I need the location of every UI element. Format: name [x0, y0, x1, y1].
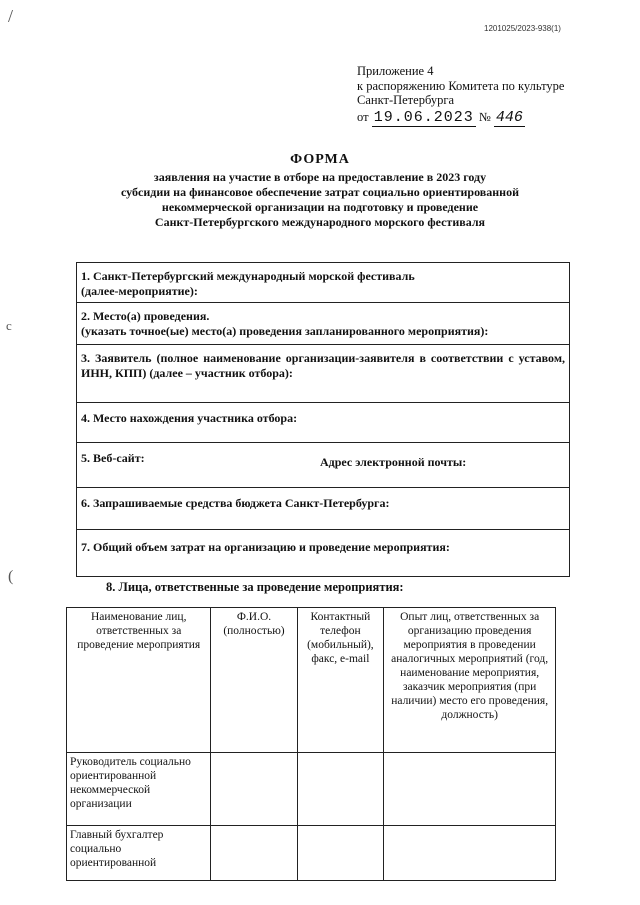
field-location[interactable]: [77, 403, 569, 443]
table-cell[interactable]: [384, 753, 556, 826]
table-cell[interactable]: [211, 753, 297, 826]
form-subtitle: [60, 170, 580, 230]
appendix-date-line: [357, 110, 617, 126]
table-row: [67, 826, 556, 881]
responsible-heading: 8. Лица, ответственные за проведение мероприятия:: [106, 580, 404, 594]
field-label: 6. Запрашиваемые средства бюджета Санкт-Петербурга:: [81, 496, 390, 510]
responsible-table: [66, 607, 556, 881]
table-cell[interactable]: [384, 826, 556, 881]
application-fields: [76, 262, 570, 577]
table-header-row: [67, 608, 556, 753]
table-cell[interactable]: [297, 826, 384, 881]
document-id: 1201025/2023-938(1): [484, 24, 561, 33]
column-header: Опыт лиц, ответственных за организацию проведения мероприятия в проведении аналогичных мероприятий (год, наименование мероприятия, заказчик мероприятия (при наличии) место его проведения, должность): [384, 608, 556, 753]
appendix-order-ref: к распоряжению Комитета по культуре: [357, 78, 565, 93]
field-website-email[interactable]: [77, 443, 569, 488]
field-label: 1. Санкт-Петербургский международный морской фестиваль: [81, 269, 415, 283]
row-label: Главный бухгалтер социально ориентированной: [67, 826, 211, 881]
field-label-email: Адрес электронной почты:: [320, 455, 467, 469]
form-subtitle-line: субсидии на финансовое обеспечение затрат социально ориентированной: [121, 185, 519, 199]
field-label: 7. Общий объем затрат на организацию и проведение мероприятия:: [81, 540, 450, 554]
field-label-website: 5. Веб-сайт:: [81, 451, 145, 465]
form-title: ФОРМА: [290, 152, 350, 167]
appendix-block: [357, 64, 617, 125]
field-requested-funds[interactable]: [77, 488, 569, 530]
form-subtitle-line: заявления на участие в отборе на предоставление в 2023 году: [153, 170, 487, 184]
appendix-city: Санкт-Петербурга: [357, 93, 455, 107]
scan-artifact-mark: c: [6, 318, 12, 333]
appendix-date: 19.06.2023: [373, 108, 474, 126]
field-label: 4. Место нахождения участника отбора:: [81, 411, 298, 425]
field-label: 3. Заявитель (полное наименование организации-заявителя в соответствии с уставом, ИНН, КПП) (далее – участник отбора):: [81, 351, 565, 380]
field-total-cost[interactable]: [77, 530, 569, 576]
column-header: Контактный телефон (мобильный), факс, e-mail: [297, 608, 384, 753]
field-label: (указать точное(ые) место(а) проведения запланированного мероприятия):: [81, 324, 489, 338]
field-applicant[interactable]: [77, 345, 569, 403]
appendix-number: 446: [495, 108, 523, 126]
row-label: Руководитель социально ориентированной некоммерческой организации: [67, 753, 211, 826]
scan-artifact-mark: /: [8, 6, 14, 26]
form-subtitle-line: некоммерческой организации на подготовку и проведение: [161, 200, 479, 214]
table-cell[interactable]: [297, 753, 384, 826]
appendix-title: Приложение 4: [357, 64, 434, 78]
field-festival[interactable]: [77, 263, 569, 303]
number-prefix: №: [478, 109, 491, 124]
field-label: 2. Место(а) проведения.: [81, 309, 210, 323]
column-header: Наименование лиц, ответственных за проведение мероприятия: [67, 608, 211, 753]
date-prefix: от: [357, 109, 369, 124]
scan-artifact-mark: (: [8, 568, 14, 585]
field-venue[interactable]: [77, 303, 569, 345]
table-row: [67, 753, 556, 826]
form-subtitle-line: Санкт-Петербургского международного морского фестиваля: [154, 215, 486, 229]
table-cell[interactable]: [211, 826, 297, 881]
column-header: Ф.И.О. (полностью): [211, 608, 297, 753]
field-label: (далее-мероприятие):: [81, 284, 198, 298]
